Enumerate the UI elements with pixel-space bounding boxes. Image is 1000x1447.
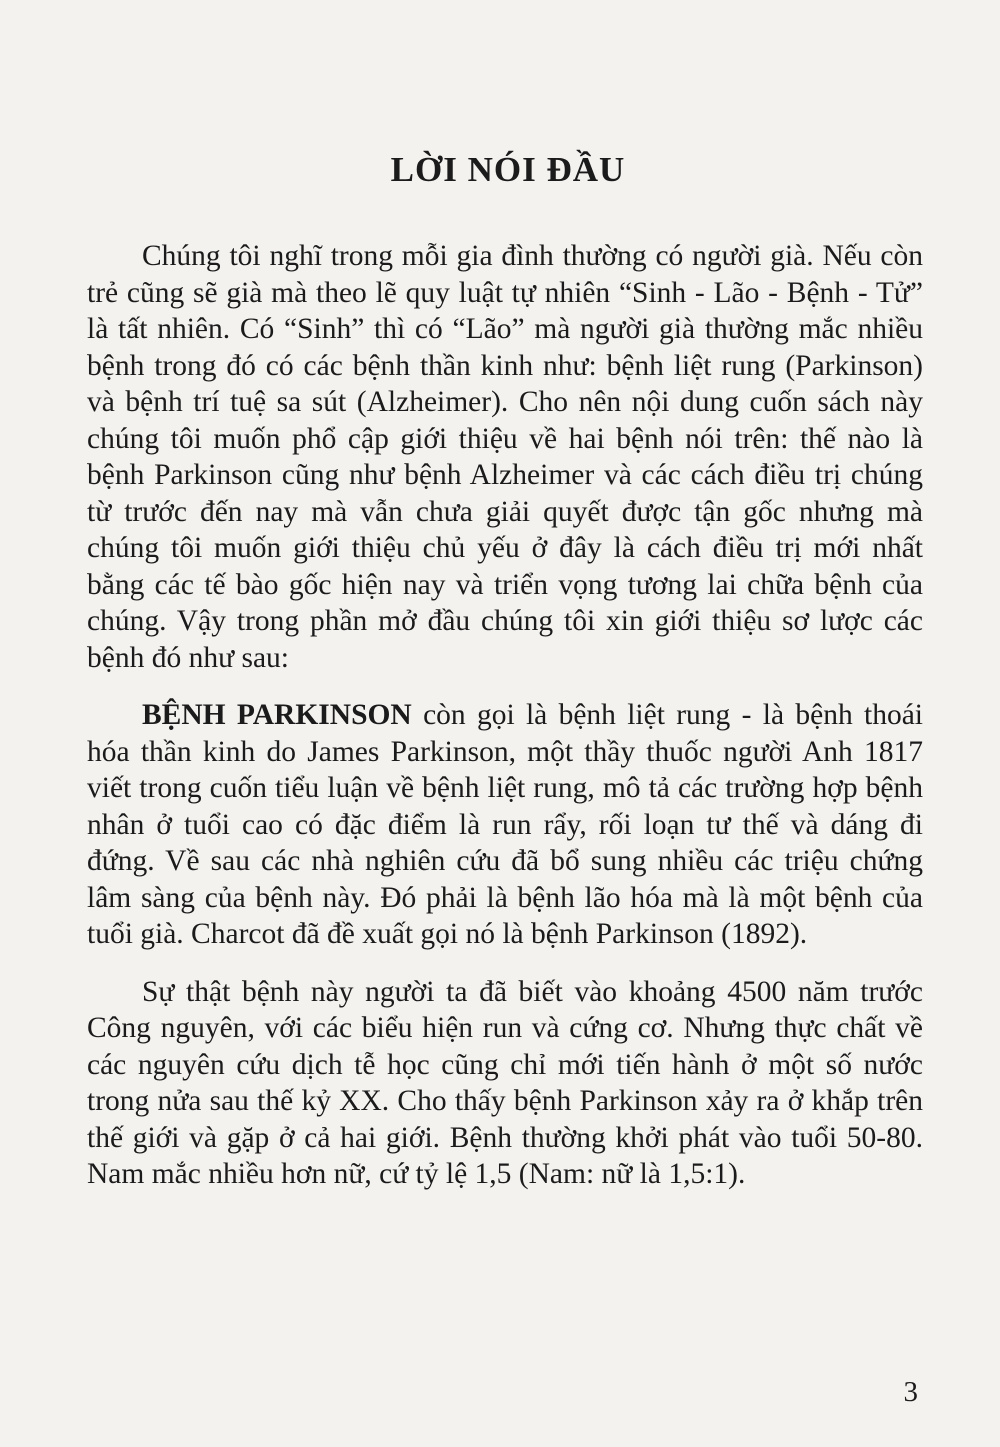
paragraph-parkinson-definition [87, 697, 923, 953]
page-title: LỜI NÓI ĐẦU [390, 150, 626, 189]
paragraph-intro-text: Chúng tôi nghĩ trong mỗi gia đình thường có người già. Nếu còn trẻ cũng sẽ già mà theo lẽ quy luật tự nhiên “Sinh - Lão - Bệnh - Tử” là tất nhiên. Có “Sinh” thì có “Lão” mà người già thường mắc nhiều bệnh trong đó có các bệnh thần kinh như: bệnh liệt rung (Parkinson) và bệnh trí tuệ sa sút (Alzheimer). Cho nên nội dung cuốn sách này chúng tôi muốn phổ cập giới thiệu về hai bệnh nói trên: thế nào là bệnh Parkinson cũng như bệnh Alzheimer và các cách điều trị chúng từ trước đến nay mà vẫn chưa giải quyết được tận gốc nhưng mà chúng tôi muốn giới thiệu chủ yếu ở đây là cách điều trị mới nhất bằng các tế bào gốc hiện nay và triển vọng tương lai chữa bệnh của chúng. Vậy trong phần mở đầu chúng tôi xin giới thiệu sơ lược các bệnh đó như sau: [87, 240, 923, 674]
page-number: 3 [903, 1376, 918, 1408]
paragraph-intro [87, 238, 923, 676]
body-text [87, 238, 923, 1214]
paragraph-epidemiology [87, 974, 923, 1193]
parkinson-heading: BỆNH PARKINSON [142, 699, 412, 731]
paragraph-parkinson-text: còn gọi là bệnh liệt rung - là bệnh thoái hóa thần kinh do James Parkinson, một thầy thuốc người Anh 1817 viết trong cuốn tiểu luận về bệnh liệt rung, mô tả các trường hợp bệnh nhân ở tuổi cao có đặc điểm là run rẩy, rối loạn tư thế và dáng đi đứng. Về sau các nhà nghiên cứu đã bổ sung nhiều các triệu chứng lâm sàng của bệnh này. Đó phải là bệnh lão hóa mà là một bệnh của tuổi già. Charcot đã đề xuất gọi nó là bệnh Parkinson (1892). [87, 699, 923, 950]
paragraph-epidemiology-text: Sự thật bệnh này người ta đã biết vào khoảng 4500 năm trước Công nguyên, với các biểu hiện run và cứng cơ. Nhưng thực chất về các nguyên cứu dịch tễ học cũng chỉ mới tiến hành ở một số nước trong nửa sau thế kỷ XX. Cho thấy bệnh Parkinson xảy ra ở khắp trên thế giới và gặp ở cả hai giới. Bệnh thường khởi phát vào tuổi 50-80. Nam mắc nhiều hơn nữ, cứ tỷ lệ 1,5 (Nam: nữ là 1,5:1). [87, 975, 923, 1190]
